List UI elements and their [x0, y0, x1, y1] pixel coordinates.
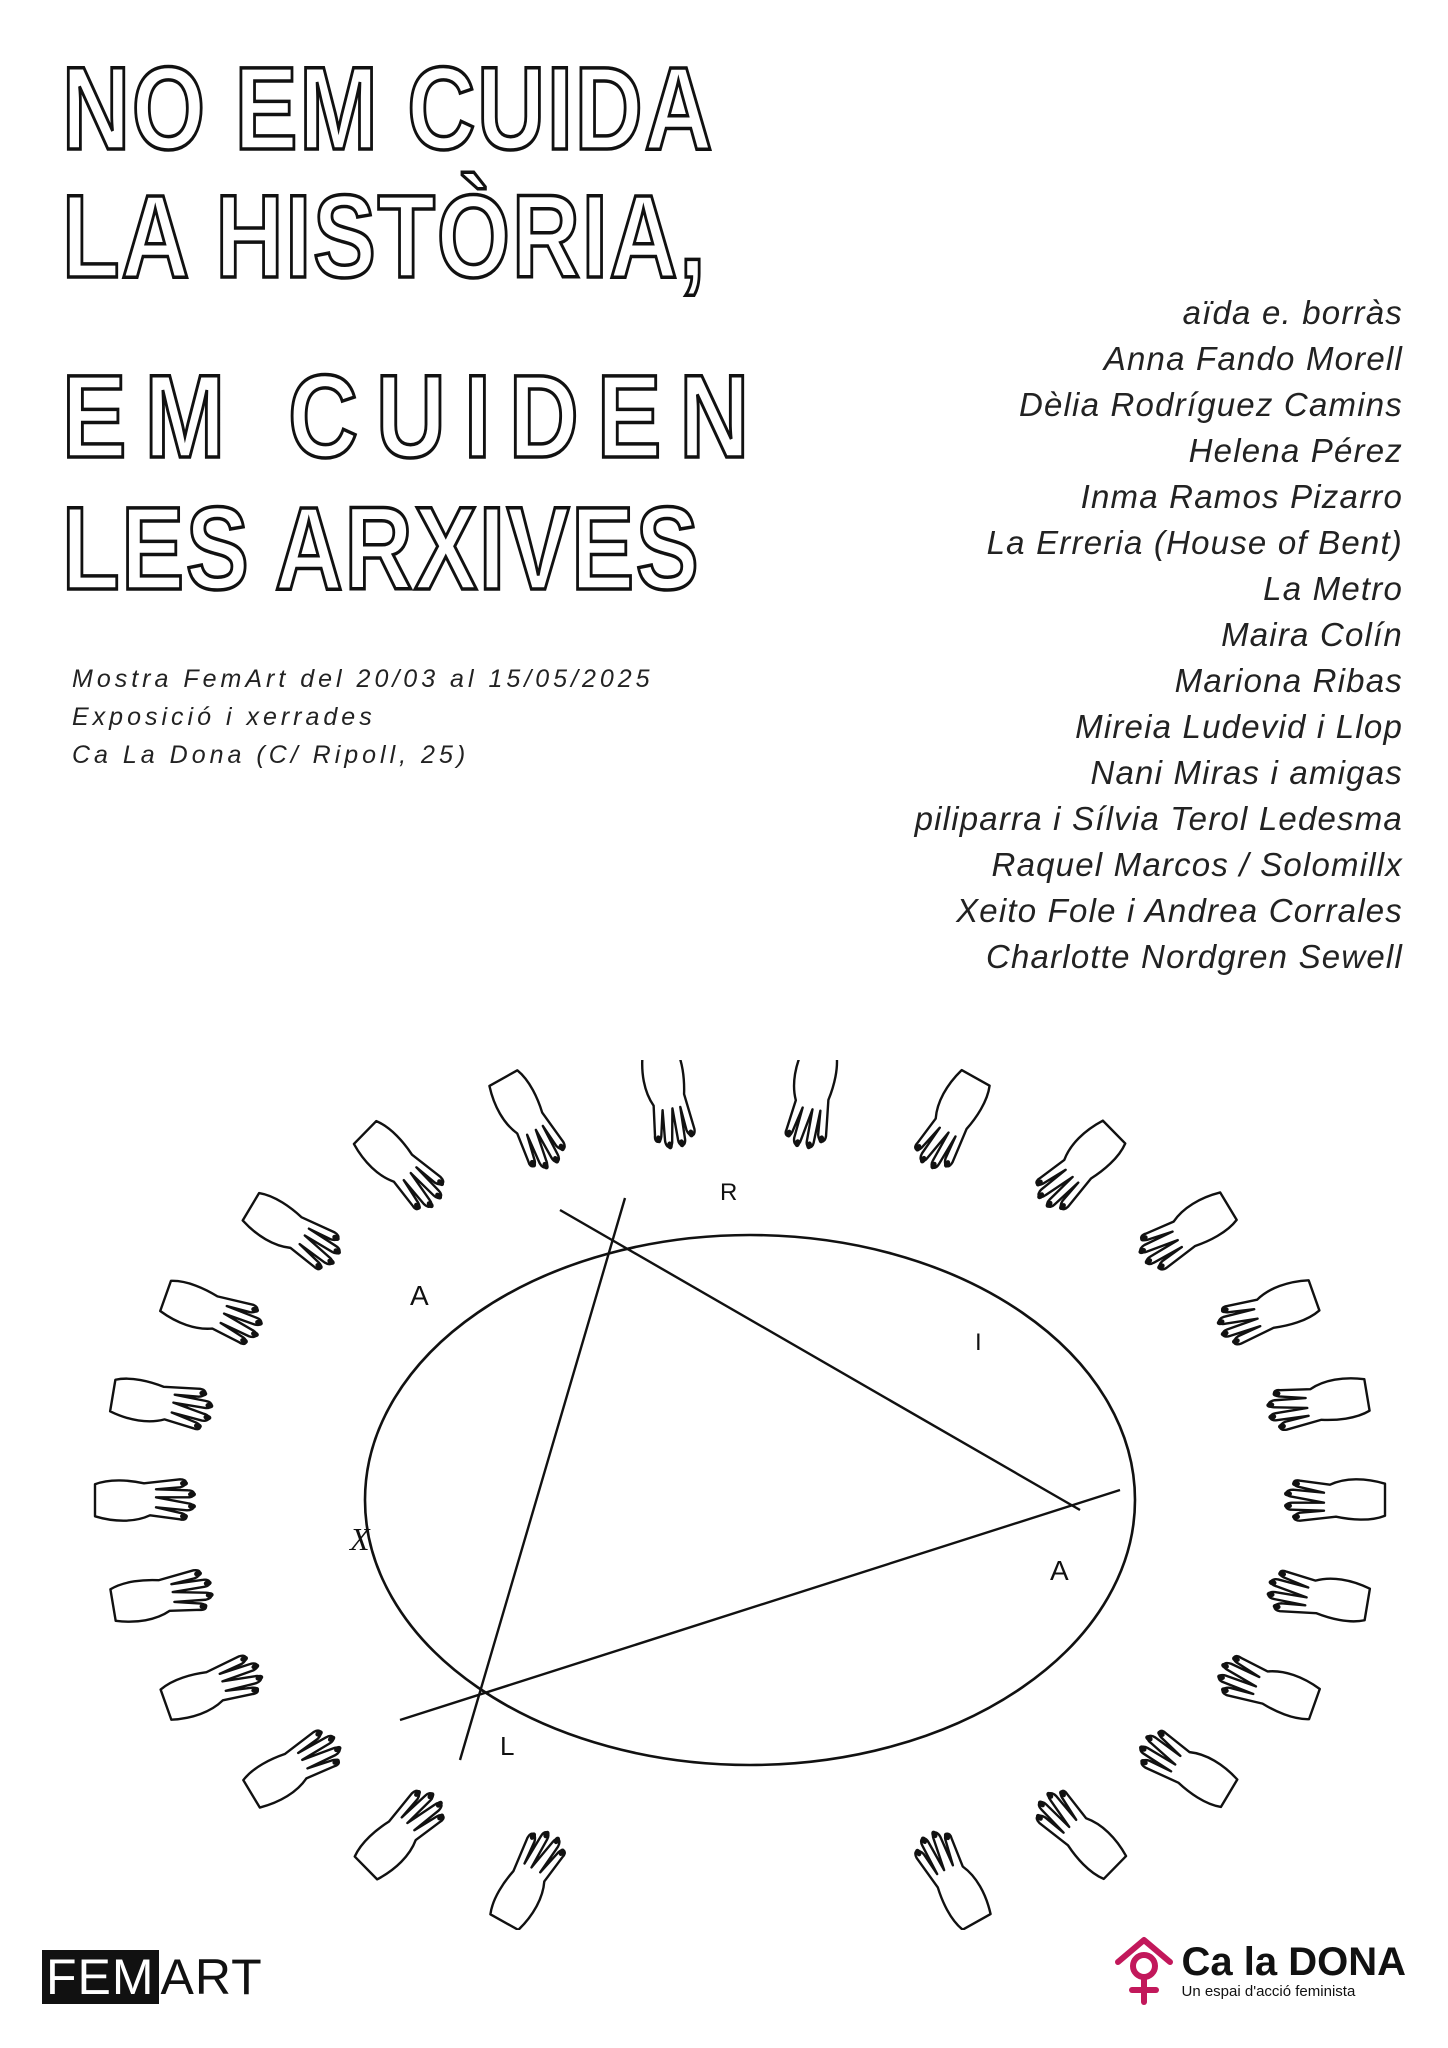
ca-la-dona-name: Ca la DONA — [1181, 1939, 1406, 1984]
hand-drawing — [1212, 1651, 1321, 1724]
hands-circle-drawing — [40, 1060, 1420, 1930]
drawing-letter: I — [975, 1329, 982, 1356]
ca-la-dona-symbol-icon — [1112, 1932, 1176, 2008]
artist-name: Nani Miras i amigas — [1090, 754, 1403, 791]
hand-drawing — [351, 1782, 452, 1882]
hand-drawing — [159, 1651, 268, 1724]
hand-drawing — [1264, 1568, 1370, 1625]
event-venue: Ca La Dona (C/ Ripoll, 25) — [72, 741, 470, 769]
hand-drawing — [782, 1060, 840, 1152]
hand-drawing — [639, 1060, 698, 1152]
hand-drawing — [241, 1724, 349, 1811]
title-line-1: NO EM CUIDA — [62, 43, 715, 175]
artist-name: La Erreria (House of Bent) — [986, 524, 1403, 561]
hand-drawing — [486, 1824, 571, 1930]
event-info — [72, 660, 654, 774]
ca-la-dona-logo — [1112, 1930, 1407, 2010]
drawing-letter: L — [500, 1731, 515, 1761]
artists-list — [915, 290, 1403, 980]
hand-drawing — [95, 1479, 196, 1520]
title-line-3: EM CUIDEN — [62, 351, 768, 483]
artist-name: La Metro — [1263, 570, 1403, 607]
hand-drawing — [159, 1276, 268, 1349]
hand-drawing — [1132, 1724, 1240, 1811]
ca-la-dona-tagline: Un espai d'acció feminista — [1181, 1982, 1356, 2000]
archive-ellipse — [365, 1235, 1135, 1765]
triangle-line — [400, 1490, 1120, 1720]
femart-logo-fem: FEM — [42, 1950, 159, 2004]
artist-name: Charlotte Nordgren Sewell — [985, 938, 1403, 975]
artist-name: Raquel Marcos / Solomillx — [991, 846, 1403, 883]
artist-name: Maira Colín — [1221, 616, 1403, 653]
femart-logo — [42, 1950, 263, 2004]
drawing-letter: R — [720, 1179, 738, 1206]
artist-name: Mariona Ribas — [1174, 662, 1403, 699]
hand-drawing — [110, 1568, 216, 1625]
triangle-line — [560, 1210, 1080, 1510]
hands-ring — [95, 1060, 1385, 1930]
title-line-2: LA HISTÒRIA, — [62, 171, 708, 303]
artist-name: Inma Ramos Pizarro — [1080, 478, 1403, 515]
event-type: Exposició i xerrades — [72, 703, 376, 731]
artist-name: Helena Pérez — [1188, 432, 1403, 469]
hand-drawing — [909, 1068, 994, 1176]
hand-drawing — [1212, 1276, 1321, 1349]
drawing-letter: A — [1050, 1555, 1069, 1586]
hand-drawing — [109, 1375, 215, 1432]
artist-name: piliparra i Sílvia Terol Ledesma — [914, 800, 1403, 837]
artist-name: Mireia Ludevid i Llop — [1075, 708, 1403, 745]
artist-name: Xeito Fole i Andrea Corrales — [956, 892, 1403, 929]
artist-name: Dèlia Rodríguez Camins — [1018, 386, 1403, 423]
hand-drawing — [486, 1068, 572, 1176]
hand-drawing — [1264, 1375, 1370, 1432]
hand-drawing — [909, 1824, 995, 1930]
event-dates: Mostra FemArt del 20/03 al 15/05/2025 — [72, 665, 654, 693]
drawing-letter: A — [410, 1280, 429, 1311]
hand-drawing — [1028, 1782, 1129, 1882]
hand-drawing — [240, 1189, 348, 1276]
hand-drawing — [1284, 1479, 1385, 1520]
title-line-4: LES ARXIVES — [62, 483, 701, 615]
artist-name: Anna Fando Morell — [1103, 340, 1403, 377]
hand-drawing — [1131, 1189, 1239, 1276]
hand-drawing — [1028, 1118, 1129, 1218]
femart-logo-art: ART — [160, 1949, 263, 2005]
artist-name: aïda e. borràs — [1182, 294, 1403, 331]
hand-drawing — [351, 1118, 452, 1218]
drawing-letter: X — [350, 1521, 370, 1557]
